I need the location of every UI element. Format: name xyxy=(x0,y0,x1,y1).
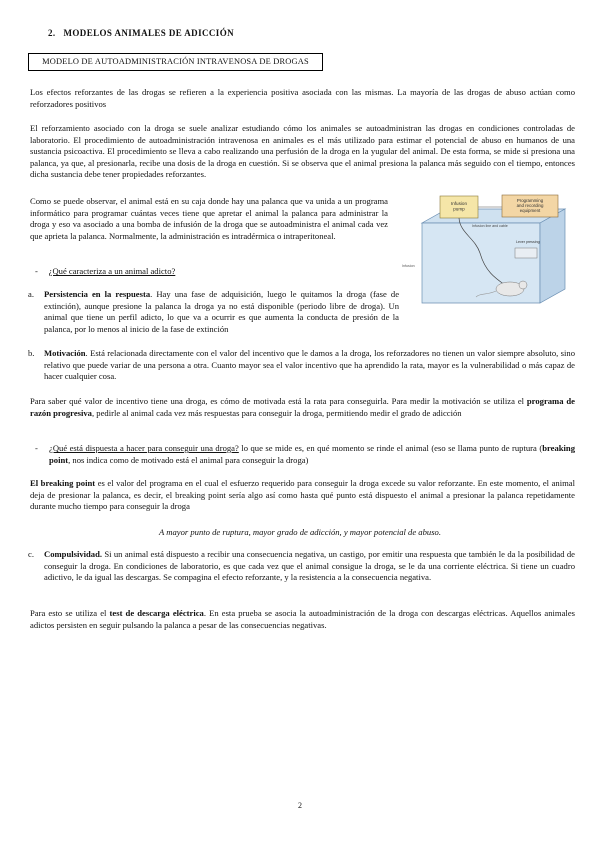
question-addicted-animal xyxy=(35,266,175,278)
item-c-title: Compulsividad. xyxy=(44,549,103,559)
para4-bold: programa de razón progresiva xyxy=(30,396,575,418)
section-number: 2. xyxy=(48,28,56,38)
program-label: Programming and recording equipment xyxy=(516,198,544,213)
item-b-letter: b. xyxy=(28,348,35,358)
item-a-text: . Hay una fase de adquisición, luego le quitamos la droga (fase de extinción), aunque presione la palanca la droga ya no está disponible (periodo libre de droga). Un animal que tiene un perfil adicto, lo que va a ocurrir es que aumenta la conducta de presión de la palanca, por lo menos al inicio de la fase de extinción xyxy=(44,289,400,334)
paragraph-reinforcement: El reforzamiento asociado con la droga se suele analizar estudiando cómo los animales se autoadministran las drogas en condiciones controladas de laboratorio. El procedimiento de autoadministración intravenosa en animales es el más utilizado para estimar el potencial de abuso en humanos de una sustancia psicoactiva. El procedimiento se lleva a cabo realizando una perfusión de la droga en la yugular del animal. De esta forma, se mide si presiona una palanca, ya que, al presionarla, recibe una dosis de la droga en cuestión. Si se observa que el animal presiona la palanca más seguido con el tiempo, entonces dicha sustancia debe tener propiedades reforzantes. xyxy=(30,123,575,180)
side-label: Infusion xyxy=(402,264,415,268)
para5-bold: El breaking point xyxy=(30,478,96,488)
item-b-motivation xyxy=(28,348,575,383)
cable-label: Infusion line and cable xyxy=(472,224,508,228)
question2-dash: - xyxy=(35,443,38,453)
question2-text1: lo que se mide es, en qué momento se rinde el animal (eso se llama punto de ruptura ( xyxy=(238,443,543,453)
page-number: 2 xyxy=(298,801,302,810)
question2-text2: , nos indica como de motivado está el animal para conseguir la droga) xyxy=(68,454,309,465)
lever-label: Lever pressing xyxy=(516,240,540,244)
section-heading xyxy=(48,28,234,40)
rat-head xyxy=(519,281,527,289)
para6-after: . En esta prueba se asocia la autoadministración de la droga con descargas eléctricas. Aquellos animales adictos persisten en seguir pulsando la palanca a pesar de las consecuencias negativas. xyxy=(30,608,575,630)
item-a-persistence xyxy=(28,289,400,335)
pump-label: Infusion pump xyxy=(450,201,468,212)
self-administration-figure xyxy=(400,193,575,308)
question2-question: ¿Qué está dispuesta a hacer para conseguir una droga? xyxy=(49,443,239,453)
para5-text: es el valor del programa en el cual el esfuerzo requerido para conseguir la droga excede su valor reforzante. En este momento, el animal deja de presionar la palanca, es decir, el breaking point sería algo así como hasta qué punto está dispuesto el animal a presionar la palanca repetidamente durante mucho tiempo para conseguir la droga xyxy=(30,478,575,512)
section-title: MODELOS ANIMALES DE ADICCIÓN xyxy=(63,28,234,38)
paragraph-observation: Como se puede observar, el animal está en su caja donde hay una palanca que va unida a un programa informático para programar cuántas veces tiene que apretar el animal la palanca para administrar la droga y eso va asociado a una bomba de infusión de la droga que se autoadministra el animal cada vez que aprieta la palanca. Normalmente, la administración es intradérmica o intraperitoneal. xyxy=(30,196,388,241)
boxed-subtitle: MODELO DE AUTOADMINISTRACIÓN INTRAVENOSA DE DROGAS xyxy=(28,53,323,71)
item-c-letter: c. xyxy=(28,549,34,559)
question2-bold: breaking point xyxy=(49,443,575,465)
lever-panel xyxy=(515,248,537,258)
para6-bold: test de descarga eléctrica xyxy=(109,608,204,618)
para6-before: Para esto se utiliza el xyxy=(30,608,110,618)
question-text: ¿Qué caracteriza a un animal adicto? xyxy=(48,266,176,276)
para4-before: Para saber qué valor de incentivo tiene una droga, es cómo de motivada está la rata para conseguirla. Para medir la motivación se utiliza el xyxy=(30,396,527,406)
cage-side xyxy=(540,209,565,303)
item-a-letter: a. xyxy=(28,289,34,299)
question-dash: - xyxy=(35,266,38,276)
item-c-text: Si un animal está dispuesto a recibir una consecuencia negativa, un castigo, por emitir una respuesta que también le da la posibilidad de conseguir la droga. En condiciones de laboratorio, es que cada vez que el animal consigue la droga, se le da una corriente eléctrica. Si tiene un cuadro adictivo, le da igual las descargas. Se compagina el efecto reforzante, y la resistencia a la consecuencia negativa. xyxy=(44,549,575,583)
paragraph-effects: Los efectos reforzantes de las drogas se refieren a la experiencia positiva asociada con las mismas. La mayoría de las drogas de abuso actúan como reforzadores positivos xyxy=(30,87,575,109)
italic-summary-line: A mayor punto de ruptura, mayor grado de adicción, y mayor potencial de abuso. xyxy=(159,527,441,537)
paragraph-breaking-point xyxy=(30,478,575,513)
item-b-text: . Está relacionada directamente con el valor del incentivo que le damos a la droga, los reforzadores no tienen un valor siempre absoluto, sino relativo que puede variar de una persona a otra. Cuanto mayor sea el valor incentivo que ha aprendido la rata, mayor es la vulnerabilidad o más capaz de hacer cualquier cosa. xyxy=(44,348,575,382)
item-b-title: Motivación xyxy=(44,348,86,358)
item-c-compulsivity xyxy=(28,549,575,584)
paragraph-progressive-ratio xyxy=(30,396,575,419)
para4-after: , pedirle al animal cada vez más respuestas para conseguir la droga, permitiendo medir el grado de adicción xyxy=(91,407,462,418)
item-a-title: Persistencia en la respuesta xyxy=(44,289,151,299)
question-breaking-point xyxy=(35,443,575,466)
paragraph-shock-test xyxy=(30,608,575,631)
